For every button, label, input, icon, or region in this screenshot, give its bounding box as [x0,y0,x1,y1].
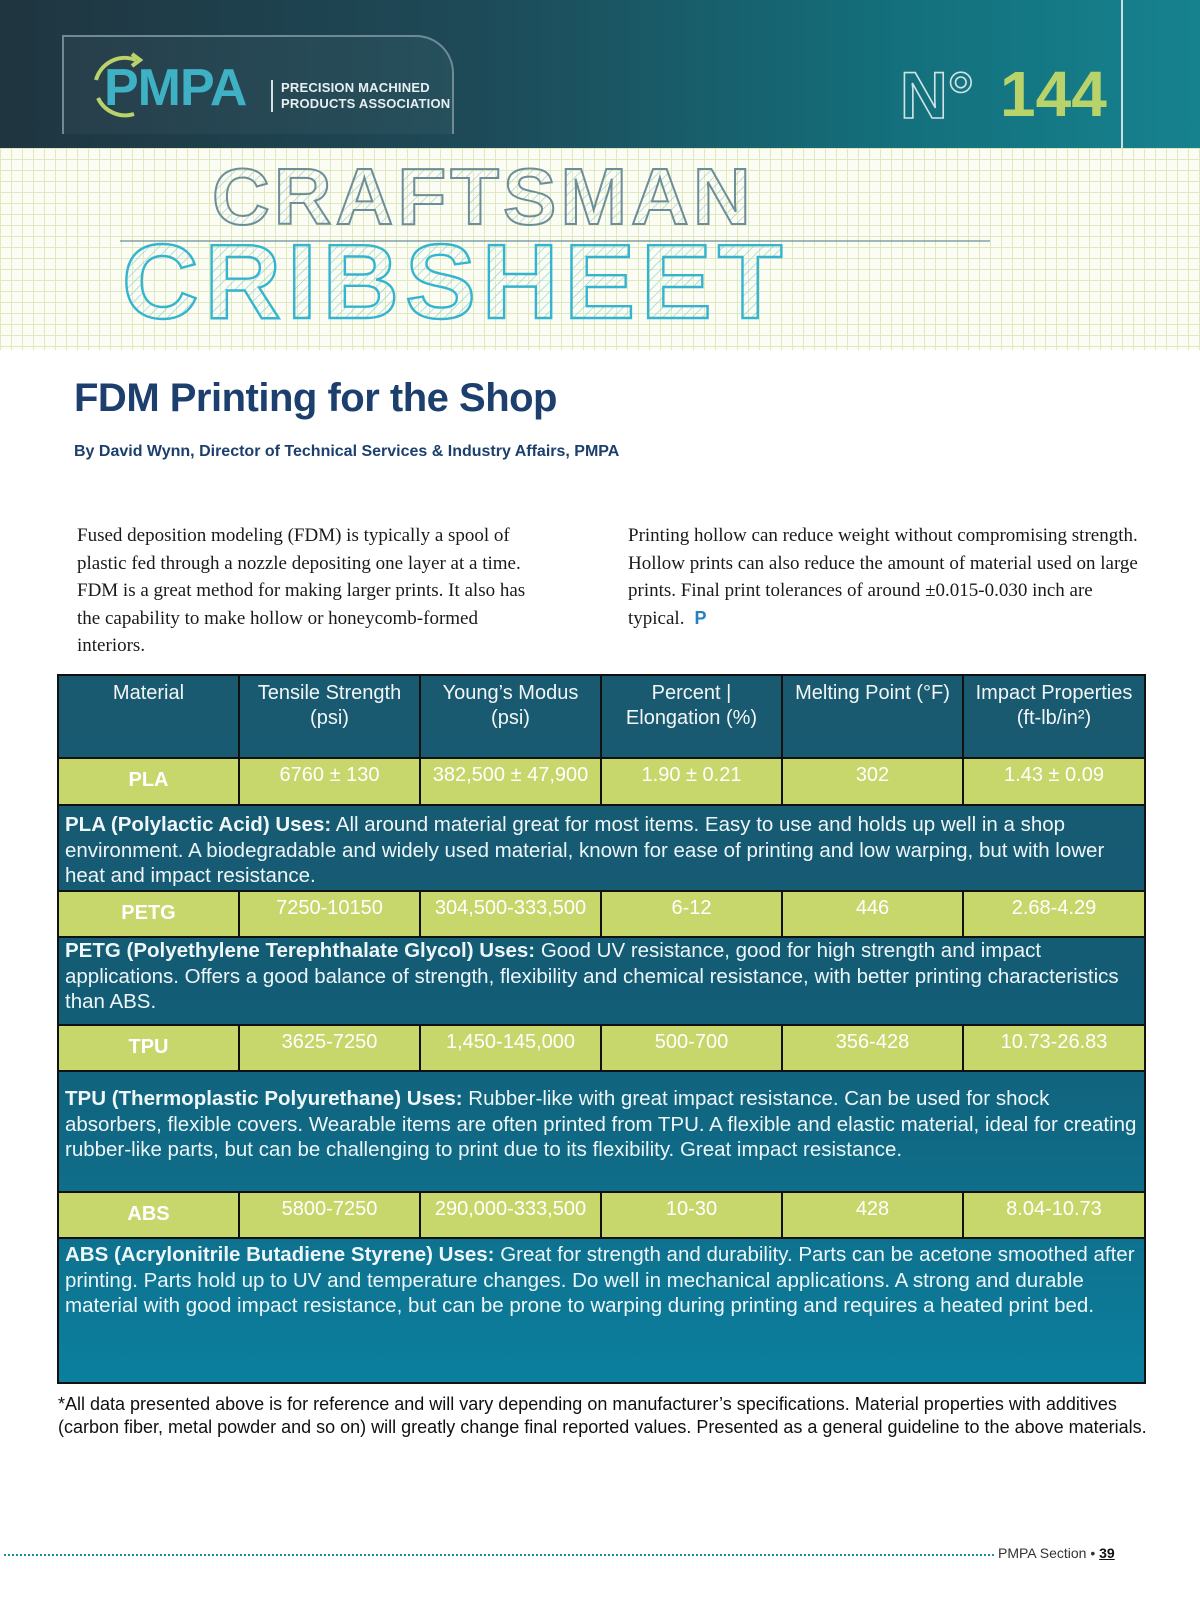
material-name: ABS [59,1193,240,1237]
impact-value: 8.04-10.73 [1006,1198,1102,1220]
footer-separator: • [1090,1545,1096,1561]
melting-value: 302 [783,759,964,804]
header-melting-point: Melting Point (°F) [783,676,964,757]
pla-uses [65,812,1145,889]
header-elongation: Percent | Elongation (%) [602,676,783,757]
table-row-petg [59,890,1144,938]
footer-section: PMPA Section [998,1545,1087,1561]
end-mark-icon: P [694,607,707,628]
elongation-value: 10-30 [602,1193,783,1237]
logo-divider [271,80,273,112]
melting-value: 428 [783,1193,964,1237]
logo-org-name [281,80,450,112]
elongation-value: 6-12 [602,892,783,936]
elongation-value: 500-700 [602,1026,783,1070]
tensile-value: 3625-7250 [240,1026,421,1070]
tpu-uses [65,1086,1145,1163]
materials-table [57,674,1146,1384]
uses-label: ABS (Acrylonitrile Butadiene Styrene) Uses: [65,1243,495,1266]
table-row-pla [59,757,1144,806]
melting-value: 446 [783,892,964,936]
header-youngs-modulus: Young’s Modus (psi) [421,676,602,757]
header-tensile-strength: Tensile Strength (psi) [240,676,421,757]
issue-prefix [900,64,990,130]
abs-uses [65,1242,1145,1319]
issue-number: 144 [1000,58,1107,130]
uses-label: TPU (Thermoplastic Polyurethane) Uses: [65,1087,463,1110]
elongation-value: 1.90 ± 0.21 [602,759,783,804]
tensile-value: 5800-7250 [240,1193,421,1237]
material-name: TPU [59,1026,240,1070]
table-row-tpu [59,1024,1144,1072]
modulus-value: 290,000-333,500 [421,1193,602,1237]
material-name: PETG [59,892,240,936]
page-footer [998,1545,1115,1561]
header-divider [1121,0,1123,148]
uses-label: PETG (Polyethylene Terephthalate Glycol) Uses: [65,939,536,962]
modulus-value: 1,450-145,000 [421,1026,602,1070]
masthead [0,0,1200,148]
petg-uses [65,938,1145,1015]
uses-text: Good UV resistance, good for high strength and impact applications. Offers a good balance of strength, flexibility and chemical resistance, with better printing characteristics than ABS. [65,939,1119,1013]
material-name: PLA [59,759,240,804]
modulus-value: 304,500-333,500 [421,892,602,936]
impact-value: 10.73-26.83 [1000,1031,1108,1053]
banner-line-craftsman: CRAFTSMAN [212,152,755,241]
org-line-2: PRODUCTS ASSOCIATION [281,96,451,111]
body-column-right-text: Printing hollow can reduce weight without compromising strength. Hollow prints can also reduce the amount of material used on large prints. Final print tolerances of around ±0.015-0.030 inch are typical. [628,525,1138,629]
page-number: 39 [1099,1545,1115,1561]
body-column-right [628,522,1138,632]
impact-value: 2.68-4.29 [1011,897,1097,919]
header-material: Material [59,676,240,757]
table-footnote: *All data presented above is for reference and will vary depending on manufacturer’s specifications. Material properties with additives (carbon fiber, metal powder and so on) will greatly change final reported values. Presented as a general guideline to the above materials. [58,1394,1147,1437]
org-line-1: PRECISION MACHINED [281,80,430,95]
footer-rule [4,1554,994,1556]
tensile-value: 7250-10150 [240,892,421,936]
table-header-row [59,676,1144,759]
article-byline: By David Wynn, Director of Technical Services & Industry Affairs, PMPA [74,443,620,460]
header-impact-properties: Impact Properties (ft-lb/in²) [975,682,1133,729]
table-row-abs [59,1191,1144,1239]
svg-text:N°: N° [900,64,975,130]
tensile-value: 6760 ± 130 [240,759,421,804]
uses-text: Rubber-like with great impact resistance. Can be used for shock absorbers, flexible covers. Wearable items are often printed from TPU. A flexible and elastic material, ideal for creating rubber-like parts, but can be challenging to print due to its flexibility. Great impact resistance. [65,1087,1137,1161]
uses-label: PLA (Polylactic Acid) Uses: [65,813,332,836]
melting-value: 356-428 [783,1026,964,1070]
modulus-value: 382,500 ± 47,900 [421,759,602,804]
article-title: FDM Printing for the Shop [74,376,557,420]
uses-text: All around material great for most items. Easy to use and holds up well in a shop environment. A biodegradable and widely used material, known for ease of printing and low warping, but with lower heat and impact resistance. [65,813,1105,887]
banner-line-cribsheet: CRIBSHEET [122,223,789,341]
impact-value: 1.43 ± 0.09 [1004,764,1104,786]
banner-title [0,148,1200,350]
logo-wordmark: PMPA [104,59,247,117]
uses-text: Great for strength and durability. Parts can be acetone smoothed after printing. Parts hold up to UV and temperature changes. Do well in mechanical applications. A strong and durable material with good impact resistance, but can be prone to warping during printing and requires a heated print bed. [65,1243,1135,1317]
body-column-left: Fused deposition modeling (FDM) is typically a spool of plastic fed through a nozzle depositing one layer at a time. FDM is a great method for making larger prints. It also has the capability to make hollow or honeycomb-formed interiors. [77,525,526,656]
